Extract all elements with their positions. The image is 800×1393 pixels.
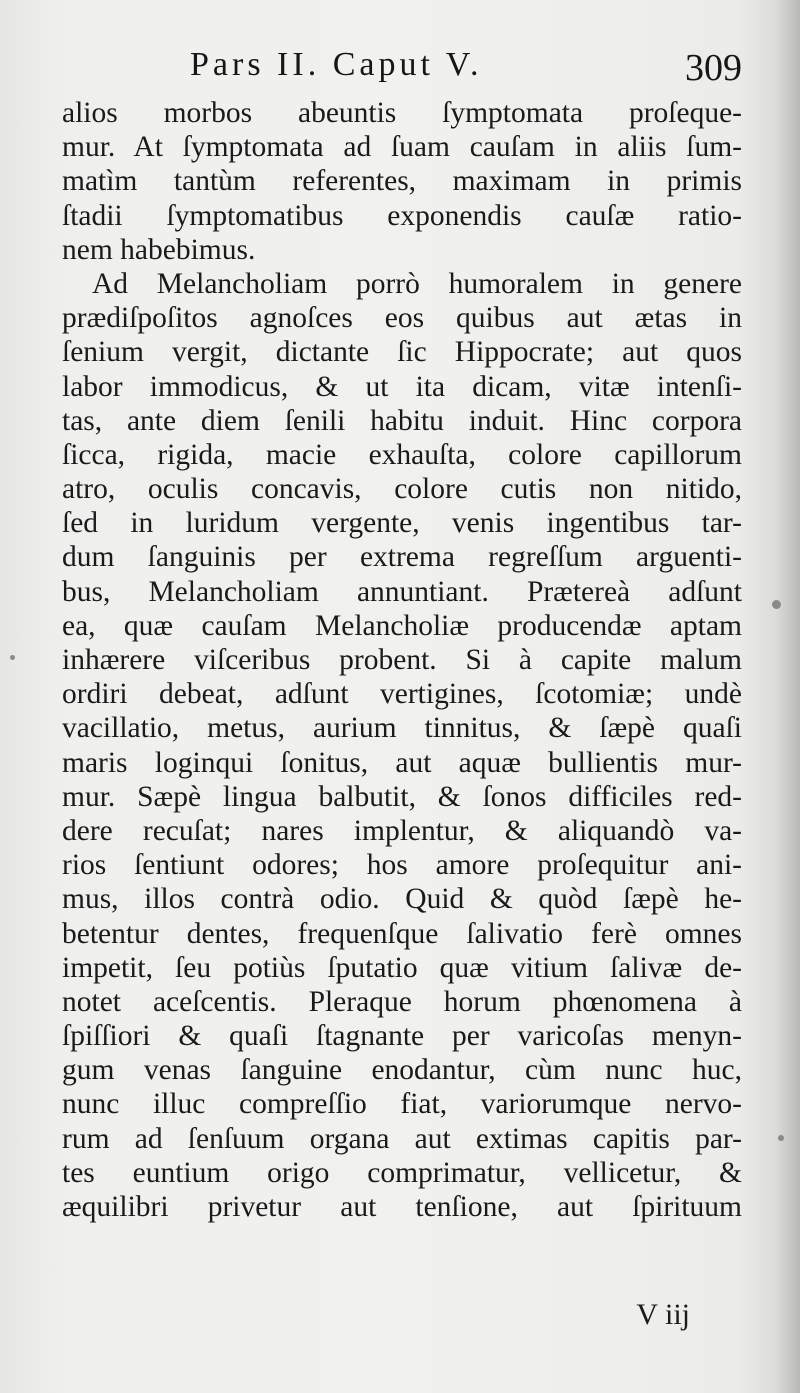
running-head: Pars II. Caput V. [190, 46, 483, 83]
text-line: nunc illuc compreſſio fiat, variorumque nervo- [62, 1088, 742, 1121]
text-line: notet aceſcentis. Pleraque horum phœnomena à [62, 985, 742, 1018]
text-line: mus, illos contrà odio. Quid & quòd ſæpè he- [62, 883, 742, 916]
text-line: impetit, ſeu potiùs ſputatio quæ vitium ſalivæ de- [62, 951, 742, 984]
text-line: ſed in luridum vergente, venis ingentibus tar- [62, 507, 742, 540]
text-line: mur. At ſymptomata ad ſuam cauſam in aliis ſum- [62, 131, 742, 164]
text-line: matìm tantùm referentes, maximam in primis [62, 165, 742, 198]
text-line: tes euntium origo comprimatur, vellicetur, & [62, 1156, 742, 1189]
text-line: dere recuſat; nares implentur, & aliquandò va- [62, 814, 742, 847]
page-number: 309 [685, 47, 742, 89]
text-line: ea, quæ cauſam Melancholiæ producendæ aptam [62, 609, 742, 642]
catchword: V iij [636, 1298, 690, 1331]
text-line: bus, Melancholiam annuntiant. Prætereà adſunt [62, 575, 742, 608]
text-line: Ad Melancholiam porrò humoralem in genere [92, 267, 742, 300]
text-line: rum ad ſenſuum organa aut extimas capitis par- [62, 1122, 742, 1155]
text-line: alios morbos abeuntis ſymptomata proſeque- [62, 97, 742, 129]
text-line: vacillatio, metus, aurium tinnitus, & ſæpè quaſi [62, 712, 742, 745]
page-header [60, 40, 750, 96]
ink-spot [772, 600, 781, 609]
text-line: prædiſpoſitos agnoſces eos quibus aut ætas in [62, 302, 742, 335]
text-line: ſtadii ſymptomatibus exponendis cauſæ ratio- [62, 199, 742, 232]
text-line: betentur dentes, frequenſque ſalivatio ferè omnes [62, 917, 742, 950]
text-line: tas, ante diem ſenili habitu induit. Hinc corpora [62, 404, 742, 437]
text-line: ſpiſſiori & quaſi ſtagnante per varicoſas menyn- [62, 1020, 742, 1053]
body-text [62, 96, 742, 1224]
text-line: ſenium vergit, dictante ſic Hippocrate; aut quos [62, 336, 742, 369]
ink-spot [778, 1135, 784, 1141]
text-line: ordiri debeat, adſunt vertigines, ſcotomiæ; undè [62, 678, 742, 711]
text-line: rios ſentiunt odores; hos amore proſequitur ani- [62, 849, 742, 882]
ink-spot [10, 655, 15, 660]
text-line: ſicca, rigida, macie exhauſta, colore capillorum [62, 438, 742, 471]
text-line: mur. Sæpè lingua balbutit, & ſonos difficiles red- [62, 780, 742, 813]
text-line: atro, oculis concavis, colore cutis non nitido, [62, 473, 742, 506]
text-line: maris loginqui ſonitus, aut aquæ bullientis mur- [62, 746, 742, 779]
text-line: dum ſanguinis per extrema regreſſum arguenti- [62, 541, 742, 574]
text-line: inhærere viſceribus probent. Si à capite malum [62, 644, 742, 676]
text-line: æquilibri privetur aut tenſione, aut ſpirituum [62, 1191, 742, 1223]
page-gutter-shadow [776, 0, 800, 1393]
text-line: nem habebimus. [62, 233, 256, 266]
text-line: gum venas ſanguine enodantur, cùm nunc huc, [62, 1054, 742, 1087]
text-line: labor immodicus, & ut ita dicam, vitæ intenſi- [62, 370, 742, 403]
